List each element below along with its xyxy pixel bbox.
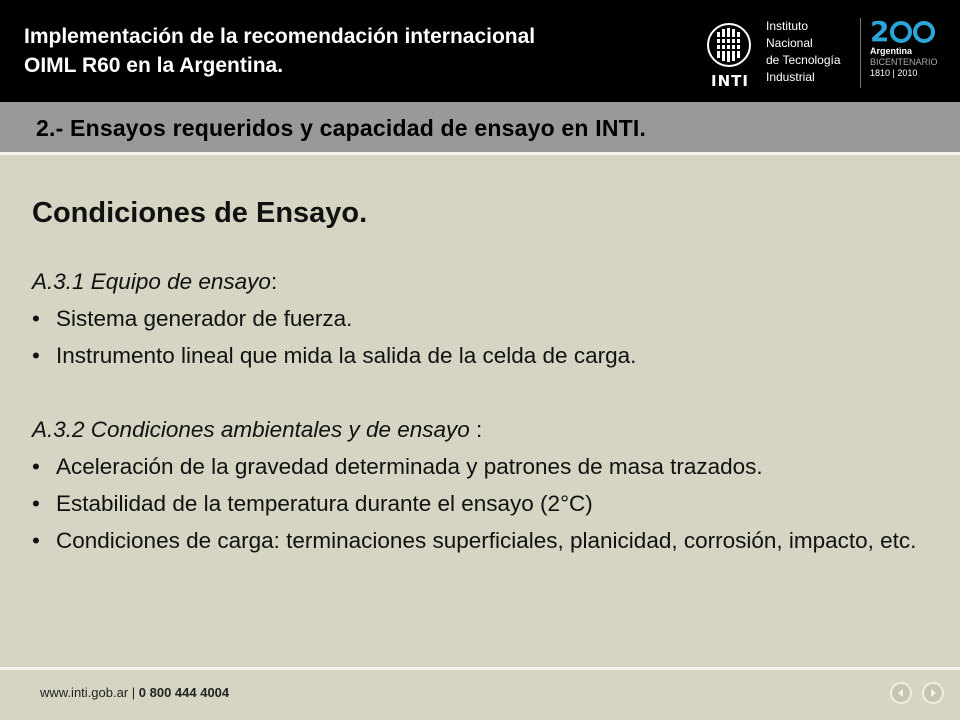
list-item-text: Estabilidad de la temperatura durante el ensayo (2°C) xyxy=(56,491,593,516)
header-bar xyxy=(0,0,960,102)
bullet-glyph: • xyxy=(32,306,40,331)
section2-heading xyxy=(32,411,926,448)
inti-name-line: de Tecnología xyxy=(766,53,841,67)
bicentenario-number xyxy=(870,15,950,48)
presentation-title-line1: Implementación de la recomendación internacional xyxy=(24,25,536,48)
inti-name-line: Instituto xyxy=(766,19,809,33)
bicentenario-label: BICENTENARIO xyxy=(870,57,938,67)
bicentenario-zero-ring xyxy=(890,21,912,43)
footer-contact xyxy=(40,685,229,700)
list-item-text: Instrumento lineal que mida la salida de la celda de carga. xyxy=(56,343,637,368)
inti-name-line: Industrial xyxy=(766,70,815,84)
list-item-text: Condiciones de carga: terminaciones superficiales, planicidad, corrosión, impacto, etc. xyxy=(56,528,917,553)
list-item xyxy=(32,522,926,559)
logo-divider xyxy=(860,18,861,88)
inti-emblem-icon xyxy=(706,20,752,70)
bullet-glyph: • xyxy=(32,491,40,516)
section-title: 2.- Ensayos requeridos y capacidad de ensayo en INTI. xyxy=(36,115,647,141)
list-item xyxy=(32,337,926,374)
inti-logo xyxy=(700,14,950,94)
bicentenario-zero-ring xyxy=(913,21,935,43)
next-slide-button[interactable] xyxy=(922,682,944,704)
bicentenario-years: 1810 | 2010 xyxy=(870,68,918,78)
list-item xyxy=(32,448,926,485)
inti-full-name xyxy=(766,18,856,86)
inti-name-line: Nacional xyxy=(766,36,813,50)
bicentenario-digit: 2 xyxy=(870,15,890,48)
website-link[interactable]: www.inti.gob.ar xyxy=(40,685,129,700)
section2-heading-text: A.3.2 Condiciones ambientales y de ensayo xyxy=(32,417,470,442)
previous-slide-button[interactable] xyxy=(890,682,912,704)
list-item xyxy=(32,300,926,337)
bullet-glyph: • xyxy=(32,454,40,479)
phone-number: 0 800 444 4004 xyxy=(138,685,230,700)
bullet-glyph: • xyxy=(32,528,40,553)
section1-heading xyxy=(32,263,926,300)
list-item-text: Aceleración de la gravedad determinada y patrones de masa trazados. xyxy=(56,454,763,479)
slide-heading: Condiciones de Ensayo. xyxy=(32,197,368,229)
list-item xyxy=(32,485,926,522)
slide-body xyxy=(32,263,926,559)
inti-wordmark: INTI xyxy=(711,72,749,90)
presentation-title xyxy=(24,22,684,80)
bicentenario-logo xyxy=(870,15,950,94)
section1-heading-suffix: : xyxy=(270,269,278,294)
arrow-right-icon xyxy=(928,688,938,698)
list-item-text: Sistema generador de fuerza. xyxy=(56,306,353,331)
section1-heading-text: A.3.1 Equipo de ensayo xyxy=(32,269,271,294)
bicentenario-country: Argentina xyxy=(870,46,913,56)
footer-separator: | xyxy=(128,685,139,700)
arrow-left-icon xyxy=(896,688,906,698)
slide-content xyxy=(0,155,960,667)
spacer xyxy=(32,374,926,411)
section2-heading-suffix: : xyxy=(469,417,483,442)
section-bar xyxy=(0,102,960,155)
footer-bar xyxy=(0,670,960,720)
bullet-glyph: • xyxy=(32,343,40,368)
presentation-title-line2: OIML R60 en la Argentina. xyxy=(24,54,284,77)
